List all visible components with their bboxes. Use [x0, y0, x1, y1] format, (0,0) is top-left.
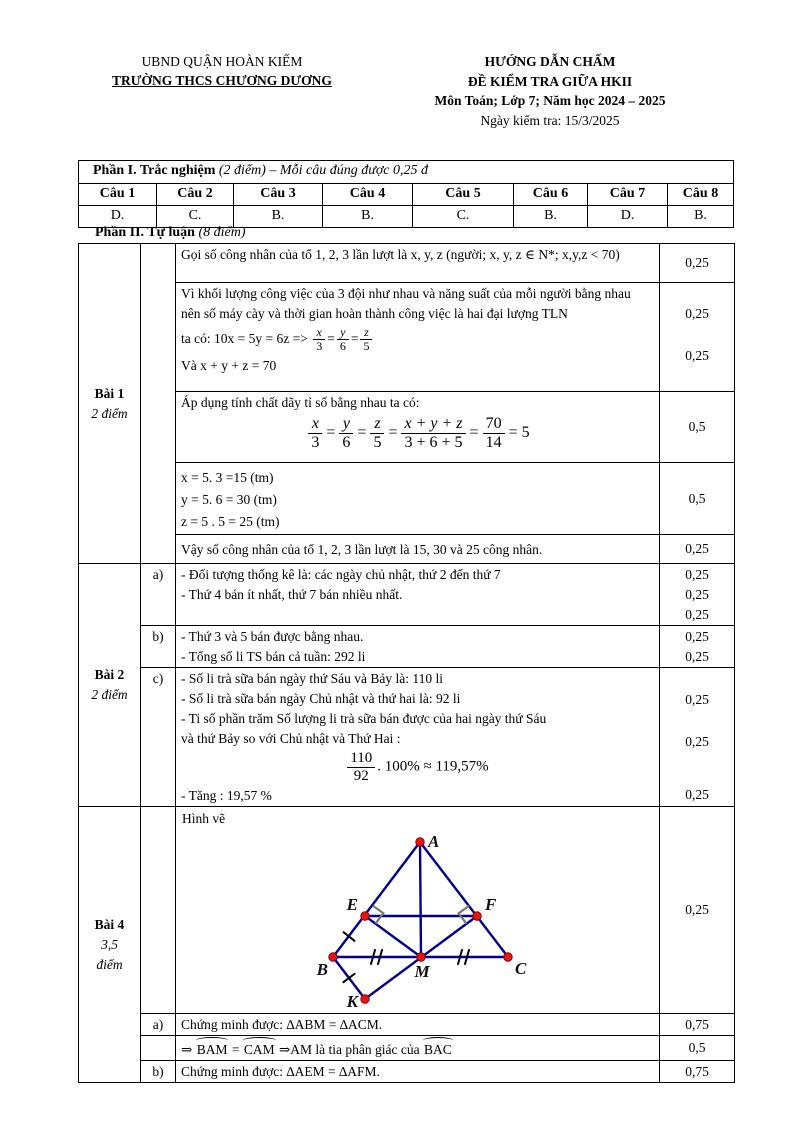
frac-den: 3 + 6 + 5: [404, 433, 463, 451]
equals-sign: =: [327, 331, 335, 347]
bai4-b-content: [176, 1061, 660, 1083]
bai1-r2-content: [176, 283, 660, 392]
part2-heading-italic: (8 điểm): [198, 225, 246, 240]
bai4-a2-content: [176, 1036, 660, 1061]
bai1-label: Bài 1: [94, 385, 125, 401]
frac-den: 92: [353, 767, 369, 784]
answer-cell: D.: [79, 206, 157, 228]
geometry-figure: [176, 807, 660, 1013]
frac-den: 6: [339, 339, 346, 354]
figure-caption: Hình vẽ: [182, 811, 226, 826]
point-M: [417, 953, 425, 961]
bai2-c-label: c): [141, 668, 176, 807]
conclusion-text: Vậy số công nhân của tổ 1, 2, 3 lần lượt là 15, 30 và 25 công nhân.: [181, 541, 543, 557]
score-value: 0,25: [685, 306, 709, 321]
part2-heading: [95, 225, 246, 241]
score-cell: 0,25: [660, 807, 735, 1014]
bai1-points: 2 điểm: [91, 405, 128, 421]
point-C: [504, 953, 512, 961]
bai2-c-line3: - Ti số phần trăm Số lượng li trà sữa bán được của hai ngày thứ Sáu: [181, 711, 547, 726]
exam-title: ĐỀ KIỂM TRA GIỮA HKII: [467, 73, 633, 89]
answer-cell: D.: [588, 206, 668, 228]
frac-num: z: [370, 415, 384, 434]
solution-z: z = 5 . 5 = 25 (tm): [181, 514, 280, 529]
score-value: 0,25: [685, 787, 709, 802]
equals-sign: =: [469, 424, 479, 442]
subject-line: Môn Toán; Lớp 7; Năm học 2024 – 2025: [434, 93, 666, 108]
bai2-c-line4: và thứ Bảy so với Chủ nhật và Thứ Hai :: [181, 731, 401, 746]
bai1-label-cell: [79, 244, 141, 564]
score-cell: 0,5: [660, 463, 735, 535]
bisector-statement: ⇒AM là tia phân giác của: [275, 1042, 423, 1057]
bai4-fig-sub-cell: [141, 807, 176, 1014]
fraction: [339, 415, 353, 452]
answer-cell: C.: [157, 206, 234, 228]
bai2-label-cell: [79, 564, 141, 807]
ratio-chain-formula: [181, 415, 653, 452]
label-A: A: [428, 832, 440, 851]
score-value: 0,25: [685, 649, 709, 664]
equals-sign: =: [508, 424, 518, 442]
score-value: 0,25: [685, 607, 709, 622]
solution-x: x = 5. 3 =15 (tm): [181, 470, 274, 485]
equals-sign: =: [350, 331, 359, 347]
frac-num: x: [308, 415, 322, 434]
fraction: [313, 326, 325, 354]
question-header: Câu 5: [413, 184, 514, 206]
score-cell: [660, 668, 735, 807]
question-header: Câu 3: [234, 184, 323, 206]
bai1-r2-eq-prefix: ta có: 10x = 5y = 6z =>: [181, 331, 312, 347]
score-value: 0,25: [685, 629, 709, 644]
bai1-r1-text: Gọi số công nhân của tổ 1, 2, 3 lần lượt là x, y, z (người; x, y, z ∈ N*; x,y,z < 70): [181, 247, 620, 262]
score-value: 0,25: [685, 587, 709, 602]
label-C: C: [515, 959, 527, 978]
bai2-a-label: a): [141, 564, 176, 626]
question-header: Câu 6: [514, 184, 588, 206]
bai4-label-cell: [79, 807, 141, 1083]
label-B: B: [316, 960, 328, 979]
question-header: Câu 8: [668, 184, 734, 206]
bai4-b-label: b): [141, 1061, 176, 1083]
score-cell: 0,25: [660, 535, 735, 564]
frac-num: x + y + z: [401, 415, 465, 434]
part2-heading-bold: Phần II. Tự luận: [95, 225, 199, 240]
bai4-label: Bài 4: [94, 916, 125, 932]
exam-date: Ngày kiểm tra: 15/3/2025: [480, 112, 620, 128]
score-value: 0,25: [685, 567, 709, 582]
proof-statement: Chứng minh được: ∆AEM = ∆AFM.: [181, 1064, 380, 1079]
fraction: [337, 326, 349, 354]
answer-cell: B.: [234, 206, 323, 228]
label-M: M: [414, 962, 430, 981]
bai1-r1-content: [176, 244, 660, 283]
point-K: [361, 995, 369, 1003]
label-K: K: [346, 992, 358, 1011]
bai4-a2-sub-cell: [141, 1036, 176, 1061]
part1-table: [78, 160, 734, 228]
frac-den: 3: [311, 433, 320, 451]
bai1-r4-content: [176, 463, 660, 535]
fraction: [347, 750, 375, 785]
angle-BAC: BAC: [423, 1037, 453, 1060]
point-E: [361, 912, 369, 920]
frac-den: 6: [342, 433, 351, 451]
header-left: [72, 52, 372, 90]
bai2-c-line1: - Số li trà sữa bán ngày thứ Sáu và Bảy là: 110 li: [181, 671, 443, 686]
frac-num: z: [360, 326, 372, 340]
bai2-a-line1: - Đối tượng thống kê là: các ngày chủ nhật, thứ 2 đến thứ 7: [181, 567, 501, 582]
frac-num: 70: [483, 415, 505, 434]
bai1-r2-paragraph: Vì khối lượng công việc của 3 đội như nhau và năng suất của mỗi người bằng nhau nên số máy cày và thời gian hoàn thành công việc là hai đại lượng TLN: [181, 286, 631, 321]
percentage-formula: [181, 750, 653, 785]
point-F: [473, 912, 481, 920]
part1-title-row: [79, 161, 734, 184]
proof-statement: Chứng minh được: ∆ABM = ∆ACM.: [181, 1017, 383, 1032]
score-value: 0,25: [685, 734, 709, 749]
bai1-r2-sum-line: Và x + y + z = 70: [181, 357, 277, 373]
bai4-a1-content: [176, 1014, 660, 1036]
part1-title-note: (2 điểm) – Mỗi câu đúng được 0,25 đ: [218, 163, 429, 178]
angle-BAM: BAM: [196, 1037, 229, 1060]
equals-sign: =: [326, 424, 336, 442]
result-value: 5: [521, 424, 530, 442]
frac-num: x: [313, 326, 325, 340]
fraction: [360, 326, 372, 354]
bai2-c-line6: - Tăng : 19,57 %: [181, 787, 272, 803]
frac-num: 110: [347, 750, 375, 768]
doc-title: HƯỚNG DẪN CHẤM: [484, 54, 616, 69]
bai2-points: 2 điểm: [91, 687, 128, 702]
question-header: Câu 1: [79, 184, 157, 206]
angle-CAM: CAM: [243, 1037, 276, 1060]
equals-sign: =: [228, 1042, 243, 1057]
department-name: UBND QUẬN HOÀN KIẾM: [141, 54, 303, 69]
frac-den: 5: [373, 433, 382, 451]
equals-sign: =: [388, 424, 398, 442]
fraction: [370, 415, 384, 452]
bai2-a-content: [176, 564, 660, 626]
frac-den: 3: [316, 339, 323, 354]
answer-cell: C.: [413, 206, 514, 228]
frac-num: y: [337, 326, 349, 340]
bai4-figure-cell: [176, 807, 660, 1014]
frac-den: 14: [485, 433, 502, 451]
score-cell: 0,25: [660, 244, 735, 283]
header-right: [380, 52, 720, 130]
bai4-points-l1: 3,5: [101, 936, 118, 952]
frac-num: y: [339, 415, 353, 434]
implies-arrow: ⇒: [181, 1042, 196, 1057]
label-E: E: [346, 895, 358, 914]
score-value: 0,25: [685, 348, 709, 363]
score-value: 0,25: [685, 692, 709, 707]
fraction: [401, 415, 465, 452]
part2-table: [78, 243, 735, 1083]
bai2-b-label: b): [141, 626, 176, 668]
score-cell: [660, 283, 735, 392]
bai2-b-line1: - Thứ 3 và 5 bán được bằng nhau.: [181, 629, 364, 644]
bai4-a-label: a): [141, 1014, 176, 1036]
fraction: [483, 415, 505, 452]
question-header: Câu 4: [323, 184, 413, 206]
answer-cell: B.: [668, 206, 734, 228]
bai2-a-line2: - Thứ 4 bán ít nhất, thứ 7 bán nhiều nhất.: [181, 587, 403, 602]
score-cell: 0,75: [660, 1014, 735, 1036]
part1-title: Phần I. Trắc nghiệm: [93, 163, 219, 178]
bai2-b-content: [176, 626, 660, 668]
bai1-sub-cell: [141, 244, 176, 564]
frac-den: 5: [363, 339, 370, 354]
answer-cell: B.: [514, 206, 588, 228]
bai1-r3-text: Áp dụng tính chất dãy tỉ số bằng nhau ta có:: [181, 395, 420, 410]
point-A: [416, 838, 424, 846]
score-cell: [660, 626, 735, 668]
bai1-r5-content: [176, 535, 660, 564]
bai2-c-line2: - Số li trà sữa bán ngày Chủ nhật và thứ hai là: 92 li: [181, 691, 461, 706]
label-F: F: [485, 895, 497, 914]
score-cell: 0,75: [660, 1061, 735, 1083]
bai1-r2-equation-line: [181, 326, 653, 354]
bai2-c-content: [176, 668, 660, 807]
score-cell: 0,5: [660, 392, 735, 463]
bai1-r3-content: [176, 392, 660, 463]
score-cell: [660, 564, 735, 626]
solution-y: y = 5. 6 = 30 (tm): [181, 492, 277, 507]
question-header: Câu 7: [588, 184, 668, 206]
point-B: [329, 953, 337, 961]
formula-tail: . 100% ≈ 119,57%: [377, 758, 489, 775]
fraction: [308, 415, 322, 452]
equals-sign: =: [357, 424, 367, 442]
bai4-points-l2: điểm: [96, 956, 123, 972]
answer-cell: B.: [323, 206, 413, 228]
bai2-b-line2: - Tổng số li TS bán cả tuần: 292 li: [181, 649, 366, 664]
question-header: Câu 2: [157, 184, 234, 206]
school-name: TRƯỜNG THCS CHƯƠNG DƯƠNG: [112, 73, 332, 88]
bai2-label: Bài 2: [94, 667, 125, 682]
score-cell: 0,5: [660, 1036, 735, 1061]
